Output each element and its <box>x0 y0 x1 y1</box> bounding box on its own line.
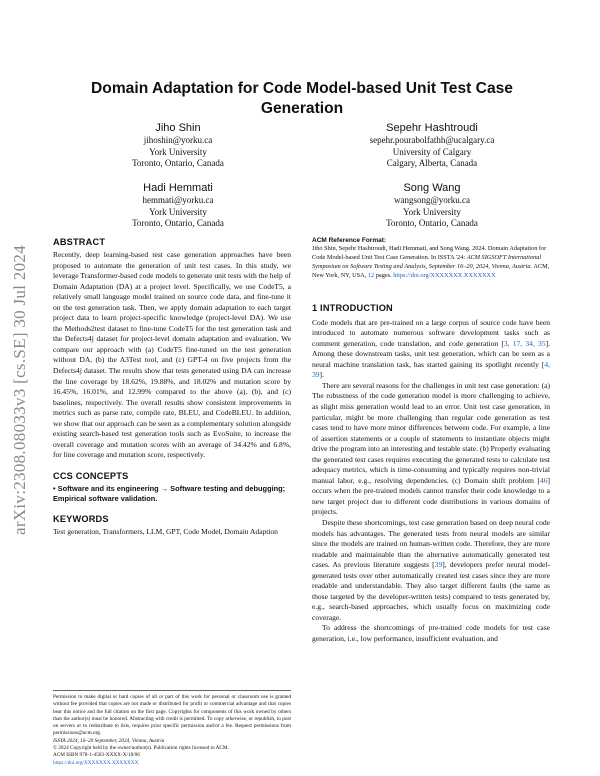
ref-authors-title: Jiho Shin, Sepehr Hashtroudi, Hadi Hemmati, and Song Wang. 2024. Domain Adaptation for Code Model-based Unit Test Case Generation. In ISSTA '24: <box>312 245 547 261</box>
intro-heading: 1 INTRODUCTION <box>312 302 393 313</box>
abstract-text: Recently, deep learning-based test case generation approaches have been proposed to automate the generation of unit test cases. In this study, we leverage Transformer-based code models to generate unit tests with the help of Domain Adaptation (DA) at a project level. Specifically, we use CodeT5, a relatively small language model trained on source code data, and fine-tune it on the test generation task. Then, we apply domain adaptation to each target project data to learn project-specific knowledge (project-level DA). We use the Methods2test dataset to fine-tune CodeT5 for the test generation task and the Defects4j dataset for project-level domain adaptation and evaluation. We compare our approach with (a) CodeT5 fine-tuned on the test generation without DA, (b) the A3Test tool, and (c) GPT-4 on five projects from the Defects4j dataset. The results show that tests generated using DA can increase the line coverage by 18.62%, 19.88%, and 18.02% and mutation score by 16.45%, 16.01%, and 12.99% compared to the above (a), (b), and (c) baselines, respectively. The overall results show consistent improvements in metrics such as parse rate, compile rate, BLEU, and CodeBLEU. In addition, we show that our approach can be seen as a complementary solution alongside existing search-based test generation tools such as EvoSuite, to increase the overall coverage and mutation scores with an average of 34.42% and 6.8%, for line coverage and mutation score, respectively. <box>53 250 291 460</box>
ref-pages-word: pages. <box>375 271 392 279</box>
acm-reference-heading: ACM Reference Format: <box>312 237 387 244</box>
author-email[interactable]: wangsong@yorku.ca <box>393 195 471 205</box>
ref-venue: ACM SIGSOFT International Symposium on Software Testing and Analysis, September 16–20, 2024, Vienna, Austria. <box>312 253 542 270</box>
copyright-line: © 2024 Copyright held by the owner/author(s). Publication rights licensed to ACM. <box>53 745 229 752</box>
arxiv-stamp <box>6 200 34 580</box>
author-email[interactable]: jihoshin@yorku.ca <box>143 135 213 145</box>
venue-line: ISSTA 2024, 16–20 September, 2024, Vienna, Austria <box>53 737 165 744</box>
author-affiliation: York University <box>403 206 461 217</box>
author-email[interactable]: sepehr.pourabolfathh@ucalgary.ca <box>369 135 495 145</box>
intro-paragraph-4: To address the shortcomings of pre-trained code models for test case generation, i.e., low performance, insufficient evaluation, and <box>312 623 550 644</box>
p2-text-b: ] occurs when the pre-trained models cannot transfer their code knowledge to a new target project due to different code distributions in various domains of projects. <box>312 475 550 517</box>
author-name: Jiho Shin <box>155 122 201 134</box>
left-column <box>53 236 291 538</box>
citation-link[interactable]: 39 <box>434 560 443 570</box>
intro-paragraph-2 <box>312 381 550 518</box>
doi-link[interactable]: https://doi.org/XXXXXXX.XXXXXXX <box>53 759 139 766</box>
ref-doi-link[interactable]: https://doi.org/XXXXXXX.XXXXXXX <box>393 271 496 279</box>
p1-text-c: ]. <box>319 370 324 380</box>
arxiv-id: arXiv:2308.08033v3 [cs.SE] 30 Jul 2024 <box>10 245 29 535</box>
author-location: Toronto, Ontario, Canada <box>132 218 224 229</box>
right-column <box>312 236 550 645</box>
acm-reference <box>312 236 550 281</box>
author-location: Toronto, Ontario, Canada <box>132 158 224 169</box>
keywords-heading: KEYWORDS <box>53 514 109 525</box>
author-affiliation: York University <box>149 146 207 157</box>
ref-pages-number[interactable]: 12 <box>367 271 375 279</box>
author-name: Song Wang <box>403 182 461 194</box>
author-block-3 <box>78 181 278 230</box>
p1-text-a: Code models that are pre-trained on a large corpus of source code have been introduced to automate numerous software development tasks such as comment generation, code translation, and code generation [ <box>312 317 550 348</box>
p1-text-b: ]. Among these downstream tasks, unit test generation, which can be seen as a neural machine translation task, has started gaining its spotlight recently [ <box>312 338 550 369</box>
author-affiliation: University of Calgary <box>392 146 472 157</box>
author-block-4 <box>332 181 532 230</box>
acm-reference-text <box>312 245 550 281</box>
author-location: Toronto, Ontario, Canada <box>386 218 478 229</box>
author-location: Calgary, Alberta, Canada <box>386 158 478 169</box>
citation-link[interactable]: 4, 39 <box>312 359 550 380</box>
paper-title: Domain Adaptation for Code Model-based Unit Test Case Generation <box>91 80 513 117</box>
permission-block <box>53 690 291 767</box>
citation-link[interactable]: 46 <box>539 475 548 485</box>
author-block-1 <box>78 121 278 170</box>
intro-paragraph-3 <box>312 518 550 623</box>
abstract-heading: ABSTRACT <box>53 237 106 247</box>
author-name: Hadi Hemmati <box>143 182 213 194</box>
isbn-line: ACM ISBN 978-1-4503-XXXX-X/18/06 <box>53 752 140 759</box>
author-affiliation: York University <box>149 206 207 217</box>
author-email[interactable]: hemmati@yorku.ca <box>142 195 214 205</box>
keywords-text: Test generation, Transformers, LLM, GPT, Code Model, Domain Adaption <box>53 527 278 537</box>
author-name: Sepehr Hashtroudi <box>386 122 478 134</box>
p3-text-b: ], developers prefer neural model-generated tests over other automatically created test cases since they are more readable and understandable. They also target different faults (the same as those targeted by the developer-written tests) compared to tests generated by, e.g., search-based approaches, which usually focus on maximizing code coverage. <box>312 560 551 622</box>
intro-paragraph-1 <box>312 318 550 381</box>
permission-text: Permission to make digital or hard copies of all or part of this work for personal or classroom use is granted without fee provided that copies are not made or distributed for profit or commercial advantage and that copies bear this notice and the full citation on the first page. Copyrights for components of this work owned by others than the author(s) must be honored. Abstracting with credit is permitted. To copy otherwise, or republish, to post on servers or to redistribute to lists, requires prior specific permission and/or a fee. Request permissions from permissions@acm.org. <box>53 694 291 737</box>
author-block-2 <box>332 121 532 170</box>
p3-text-a: Despite these shortcomings, test case generation based on deep neural code models has advantages. The generated tests from neural models are similar since the models are trained on human-written code. Therefore, they are more readable and maintainable than the alternative automatically generated test cases. As previous literature suggests [ <box>312 518 550 570</box>
ref-publisher: ACM, New York, NY, USA, <box>312 262 550 279</box>
p2-text-a: There are several reasons for the challenges in unit test case generation: (a) The robustness of the code generation model is more challenging to achieve, as slight miss generation would lead to an error. Unit test case generation, in particular, might be more challenging than regular code generation as test cases tend to have more minor differences between code. For example, a line of assertion statements or a couple of statements to instantiate objects might drive the program into an interesting and testable state. (b) Properly evaluating the generated test cases requires executing the generated tests to calculate test adequacy metrics, which is time-consuming and typically requires non-trivial manual labor, e.g., resolving dependencies. (c) Domain shift problem [ <box>312 380 550 485</box>
ccs-text: • Software and its engineering → Software testing and debugging; Empirical software validation. <box>53 483 286 504</box>
ccs-heading: CCS CONCEPTS <box>53 470 129 481</box>
citation-link[interactable]: 3, 17, 34, 35 <box>503 338 546 348</box>
